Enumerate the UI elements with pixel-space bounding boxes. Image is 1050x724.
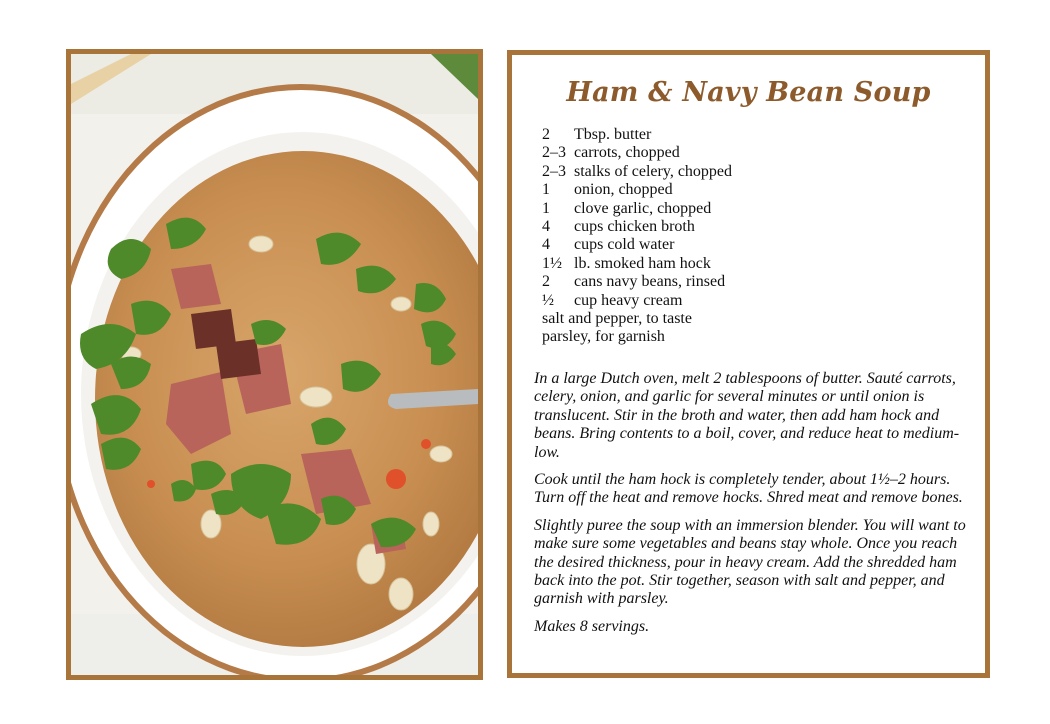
ingredient-item: cup heavy cream	[574, 291, 683, 309]
soup-bowl-photo-icon	[71, 54, 478, 675]
ingredient-row	[542, 144, 732, 162]
ingredient-item: Tbsp. butter	[574, 126, 652, 143]
direction-paragraph: In a large Dutch oven, melt 2 tablespoons of butter. Sauté carrots, celery, onion, and garlic for several minutes or until onion is translucent. Stir in the broth and water, then add ham hock and beans. Bring contents to a boil, cover, and reduce heat to medium-low.	[534, 370, 960, 461]
ingredient-row	[542, 273, 732, 291]
ingredient-quantity: 4	[542, 236, 550, 254]
ingredient-extra: parsley, for garnish	[542, 328, 665, 346]
ingredient-item: cups cold water	[574, 236, 675, 254]
ingredient-row	[542, 218, 732, 236]
soup-photo	[66, 49, 483, 680]
ingredient-row	[542, 200, 732, 218]
direction-paragraph: Slightly puree the soup with an immersion blender. You will want to make sure some vegetables and beans stay whole. Once you reach the desired thickness, pour in heavy cream. Add the shredded ham back into the pot. Stir together, season with salt and pepper, and garnish with parsley.	[534, 516, 966, 608]
recipe-card	[507, 50, 990, 678]
ingredient-item: cans navy beans, rinsed	[574, 273, 726, 291]
ingredient-quantity: 1½	[542, 254, 562, 272]
ingredient-quantity: 2–3	[542, 162, 566, 180]
ingredient-row	[542, 255, 732, 273]
ingredient-row	[542, 292, 732, 310]
recipe-title: Ham & Navy Bean Soup	[566, 77, 931, 108]
ingredient-row	[542, 181, 732, 199]
ingredient-row	[542, 236, 732, 254]
ingredient-quantity: 2	[542, 273, 550, 291]
ingredient-item: onion, chopped	[574, 181, 673, 199]
ingredient-quantity: ½	[542, 291, 554, 309]
ingredient-quantity: 2	[542, 126, 550, 143]
ingredient-item: lb. smoked ham hock	[574, 254, 711, 272]
ingredient-row	[542, 163, 732, 181]
ingredient-row	[542, 126, 732, 144]
ingredient-quantity: 2–3	[542, 144, 566, 162]
ingredient-quantity: 1	[542, 181, 550, 199]
ingredient-item: carrots, chopped	[574, 144, 680, 162]
servings-note: Makes 8 servings.	[534, 617, 650, 635]
ingredient-item: stalks of celery, chopped	[574, 162, 733, 180]
ingredient-extra: salt and pepper, to taste	[542, 310, 692, 328]
directions	[534, 370, 966, 645]
ingredient-item: clove garlic, chopped	[574, 199, 712, 217]
direction-paragraph: Cook until the ham hock is completely tender, about 1½–2 hours. Turn off the heat and remove hocks. Shred meat and remove bones.	[534, 471, 963, 507]
ingredient-quantity: 1	[542, 199, 550, 217]
ingredient-quantity: 4	[542, 218, 550, 236]
ingredients-list	[542, 126, 732, 347]
ingredient-item: cups chicken broth	[574, 218, 695, 236]
